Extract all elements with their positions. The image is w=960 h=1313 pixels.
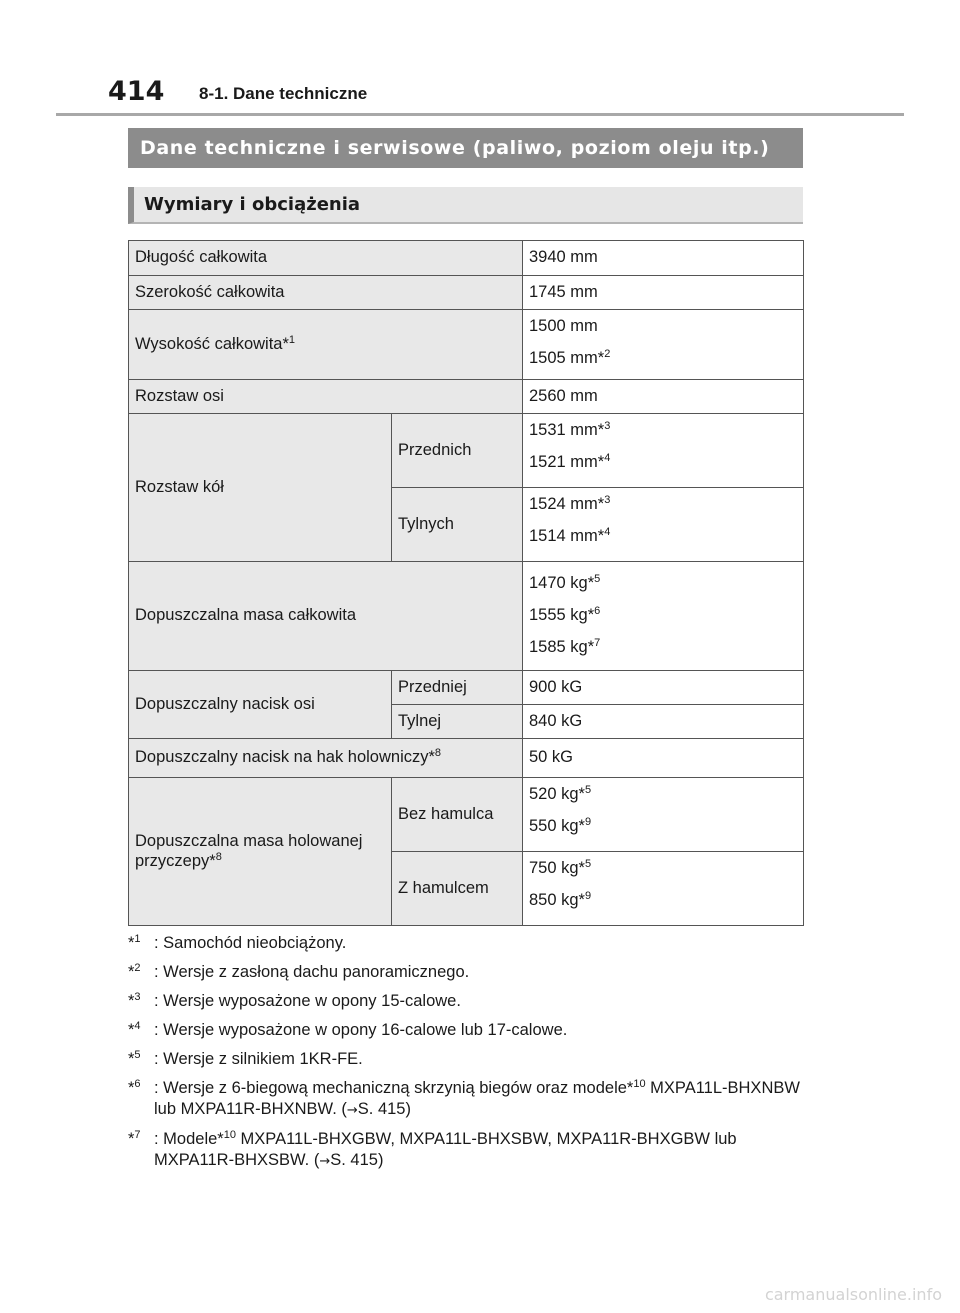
value-line: 520 kg*$^5$: [529, 784, 592, 803]
footnote: [128, 1049, 803, 1070]
footnotes: [128, 933, 803, 1180]
value-line: 550 kg*$^9$: [529, 815, 592, 835]
section-title: 8-1. Dane techniczne: [199, 84, 368, 103]
value-line: 1521 mm*$^4$: [529, 451, 611, 471]
row-value: 1745 mm: [523, 276, 804, 310]
row-value: [523, 310, 804, 380]
footnote-marker: *$^3$: [128, 991, 141, 1010]
row-label: Dopuszczalny nacisk na hak holowniczy*$^8$: [129, 739, 523, 778]
row-label: Dopuszczalna masa holowanej przyczepy*$^8$: [129, 778, 392, 926]
value-line: 1514 mm*$^4$: [529, 525, 611, 545]
table-row: [129, 380, 804, 414]
row-label: Dopuszczalna masa całkowita: [129, 562, 523, 671]
value-line: 1470 kg*$^5$: [529, 573, 601, 593]
value-line: 850 kg*$^9$: [529, 889, 592, 909]
footnote: [128, 1129, 803, 1172]
row-sublabel: Bez hamulca: [392, 778, 523, 852]
row-value: [523, 852, 804, 926]
row-value: 840 kG: [523, 705, 804, 739]
subheading: Wymiary i obciążenia: [128, 187, 803, 224]
value-line: 750 kg*$^5$: [529, 858, 592, 877]
row-value: 50 kG: [523, 739, 804, 778]
row-sublabel: Tylnej: [392, 705, 523, 739]
footnote-text: : Wersje wyposażone w opony 15-calowe.: [154, 992, 461, 1010]
row-sublabel: Przedniej: [392, 671, 523, 705]
watermark: carmanualsonline.info: [764, 1285, 942, 1304]
footnote-text: : Wersje z zasłoną dachu panoramicznego.: [154, 963, 470, 981]
header-rule: [56, 113, 904, 116]
value-line: 1531 mm*$^3$: [529, 420, 611, 439]
footnote-marker: *$^7$: [128, 1129, 141, 1148]
value-line: 1585 kg*$^7$: [529, 636, 601, 656]
row-value: [523, 414, 804, 488]
row-sublabel: Przednich: [392, 414, 523, 488]
footnote: [128, 991, 803, 1012]
footnote-text: : Wersje z silnikiem 1KR-FE.: [154, 1050, 363, 1068]
footnote-marker: *$^5$: [128, 1049, 141, 1068]
table-row: [129, 414, 804, 488]
table-row: [129, 276, 804, 310]
footnote: [128, 1020, 803, 1041]
row-value: [523, 778, 804, 852]
footnote: [128, 933, 803, 954]
footnote-marker: *$^2$: [128, 962, 141, 981]
footnote: [128, 962, 803, 983]
value-line: 1500 mm: [529, 317, 598, 335]
row-value: 3940 mm: [523, 241, 804, 276]
row-value: [523, 488, 804, 562]
value-line: 1505 mm*$^2$: [529, 347, 611, 367]
footnote-text: : Wersje wyposażone w opony 16-calowe lub 17-calowe.: [154, 1021, 568, 1039]
row-sublabel: Z hamulcem: [392, 852, 523, 926]
row-label: Wysokość całkowita*$^1$: [129, 310, 523, 380]
row-sublabel: Tylnych: [392, 488, 523, 562]
page-number: 414: [108, 76, 165, 107]
footnote-marker: *$^6$: [128, 1078, 141, 1097]
row-value: 900 kG: [523, 671, 804, 705]
row-label: Dopuszczalny nacisk osi: [129, 671, 392, 739]
row-value: 2560 mm: [523, 380, 804, 414]
table-row: [129, 241, 804, 276]
spec-table: [128, 240, 804, 926]
chapter-banner: Dane techniczne i serwisowe (paliwo, poziom oleju itp.): [128, 128, 803, 168]
footnote-marker: *$^1$: [128, 933, 141, 952]
table-row: [129, 739, 804, 778]
footnote-text: : Wersje z 6-biegową mechaniczną skrzynią biegów oraz modele*$^{10}$ MXPA11L-BHXNBW lub MXPA11R-BHXNBW. (→S. 415): [154, 1078, 800, 1118]
table-row: [129, 778, 804, 852]
row-label: Długość całkowita: [129, 241, 523, 276]
value-line: 1555 kg*$^6$: [529, 605, 601, 625]
table-row: [129, 671, 804, 705]
row-value: [523, 562, 804, 671]
arrow-right-icon: →: [346, 1103, 358, 1118]
value-line: 1524 mm*$^3$: [529, 494, 611, 513]
footnote-marker: *$^4$: [128, 1020, 141, 1039]
row-label: Rozstaw kół: [129, 414, 392, 562]
footnote-text: : Modele*$^{10}$ MXPA11L-BHXGBW, MXPA11L-BHXSBW, MXPA11R-BHXGBW lub MXPA11R-BHXSBW. (→S. 415): [154, 1129, 737, 1169]
footnote: [128, 1078, 803, 1121]
footnote-text: : Samochód nieobciążony.: [154, 934, 347, 952]
table-row: [129, 310, 804, 380]
arrow-right-icon: →: [319, 1154, 331, 1169]
row-label: Rozstaw osi: [129, 380, 523, 414]
table-row: [129, 562, 804, 671]
row-label: Szerokość całkowita: [129, 276, 523, 310]
